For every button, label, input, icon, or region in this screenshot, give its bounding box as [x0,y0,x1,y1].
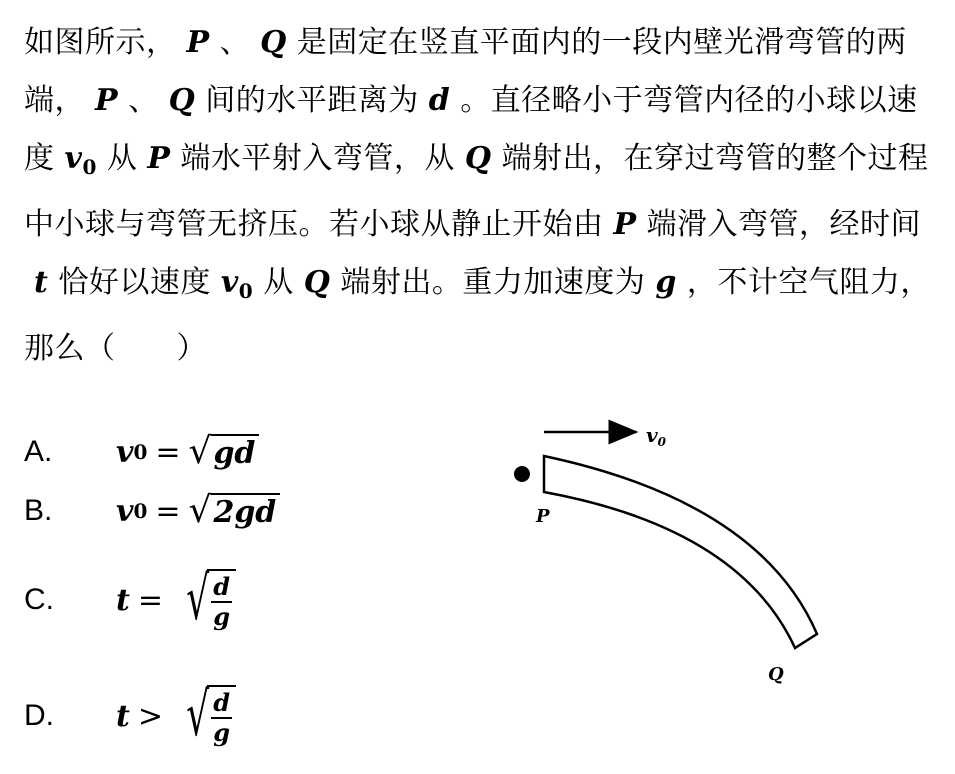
tube-diagram [500,410,840,700]
velocity-v0 [55,141,107,179]
point-p: P [186,25,210,60]
option-c[interactable] [24,560,236,640]
formula-lhs-subscript: 0 [133,499,148,523]
distance-d: d [428,83,451,118]
radicand: 2gd [211,493,280,530]
point-p: P [147,141,171,176]
time-t: t [34,265,49,300]
radical-sign: √ [188,489,212,531]
separator: 、 [128,83,159,118]
formula-lhs: t [116,698,130,734]
option-label: D. [24,699,54,732]
formula-lhs: v [116,493,134,529]
sqrt-expression [171,680,236,750]
point-q: Q [303,265,331,300]
question-seg9: 恰好以速度 [58,265,211,300]
question-seg3: 间的水平距离为 [205,83,419,118]
bent-tube [544,456,817,648]
separator: 、 [219,25,251,60]
velocity-symbol: v [220,265,239,300]
option-d[interactable] [24,676,236,756]
point-q: Q [464,141,492,176]
label-q: Q [768,664,784,685]
question-seg11: 端射出。重力加速度为 [340,265,646,300]
velocity-v0 [211,265,263,303]
question-seg4: 。直径略小于弯管内径的小球以速度 [24,83,918,176]
formula-lhs-subscript: 0 [133,440,148,464]
formula-operator: = [155,434,181,470]
ball [514,466,530,482]
option-formula [116,680,236,750]
formula-operator: = [137,582,163,618]
question-seg1: 如图所示， [24,25,177,60]
question-seg6: 端水平射入弯管，从 [180,141,455,176]
formula-operator: = [155,493,181,529]
fraction [207,685,236,747]
option-formula [116,430,259,472]
velocity-subscript: 0 [238,279,254,303]
point-p: P [95,83,119,118]
option-a[interactable] [24,422,259,482]
point-q: Q [260,25,287,60]
velocity-label: $v_0$ [646,423,666,449]
gravity-g: g [655,265,677,300]
velocity-subscript: 0 [82,155,97,179]
question-seg7: 端射出，在穿过弯管的整个过程中小球与弯管无挤压。若小球从静止开始由 [24,141,929,242]
radical-sign: √ [188,430,212,472]
option-formula [116,564,236,634]
question-seg8: 端滑入弯管，经时间 [646,207,922,242]
question-text [24,14,934,378]
formula-operator: > [137,698,163,734]
sqrt-expression [188,430,260,472]
point-p: P [613,207,637,242]
option-label: B. [24,494,53,527]
point-q: Q [168,83,196,118]
option-label: A. [24,435,53,468]
question-seg12: ，不计空气阻力，那么（ ） [24,265,931,366]
question-seg5: 从 [106,141,138,176]
formula-lhs: v [116,434,134,470]
fraction [207,569,236,631]
velocity-symbol: v [64,141,83,176]
sqrt-expression [171,564,236,634]
radical-sign: √ [186,564,210,634]
fraction-numerator: d [213,688,231,717]
fraction-denominator: g [213,718,231,747]
option-b[interactable] [24,481,280,541]
option-formula [116,489,280,531]
sqrt-expression [188,489,281,531]
option-label: C. [24,583,54,616]
radical-sign: √ [186,680,210,750]
question-seg2: 是固定在竖直平面内的一段内壁光滑弯管的两端， [24,25,907,118]
formula-lhs: t [116,582,130,618]
fraction-denominator: g [213,602,231,631]
label-p: P [536,506,550,527]
radicand: gd [211,434,259,471]
fraction-numerator: d [213,572,231,601]
question-seg10: 从 [263,265,294,300]
